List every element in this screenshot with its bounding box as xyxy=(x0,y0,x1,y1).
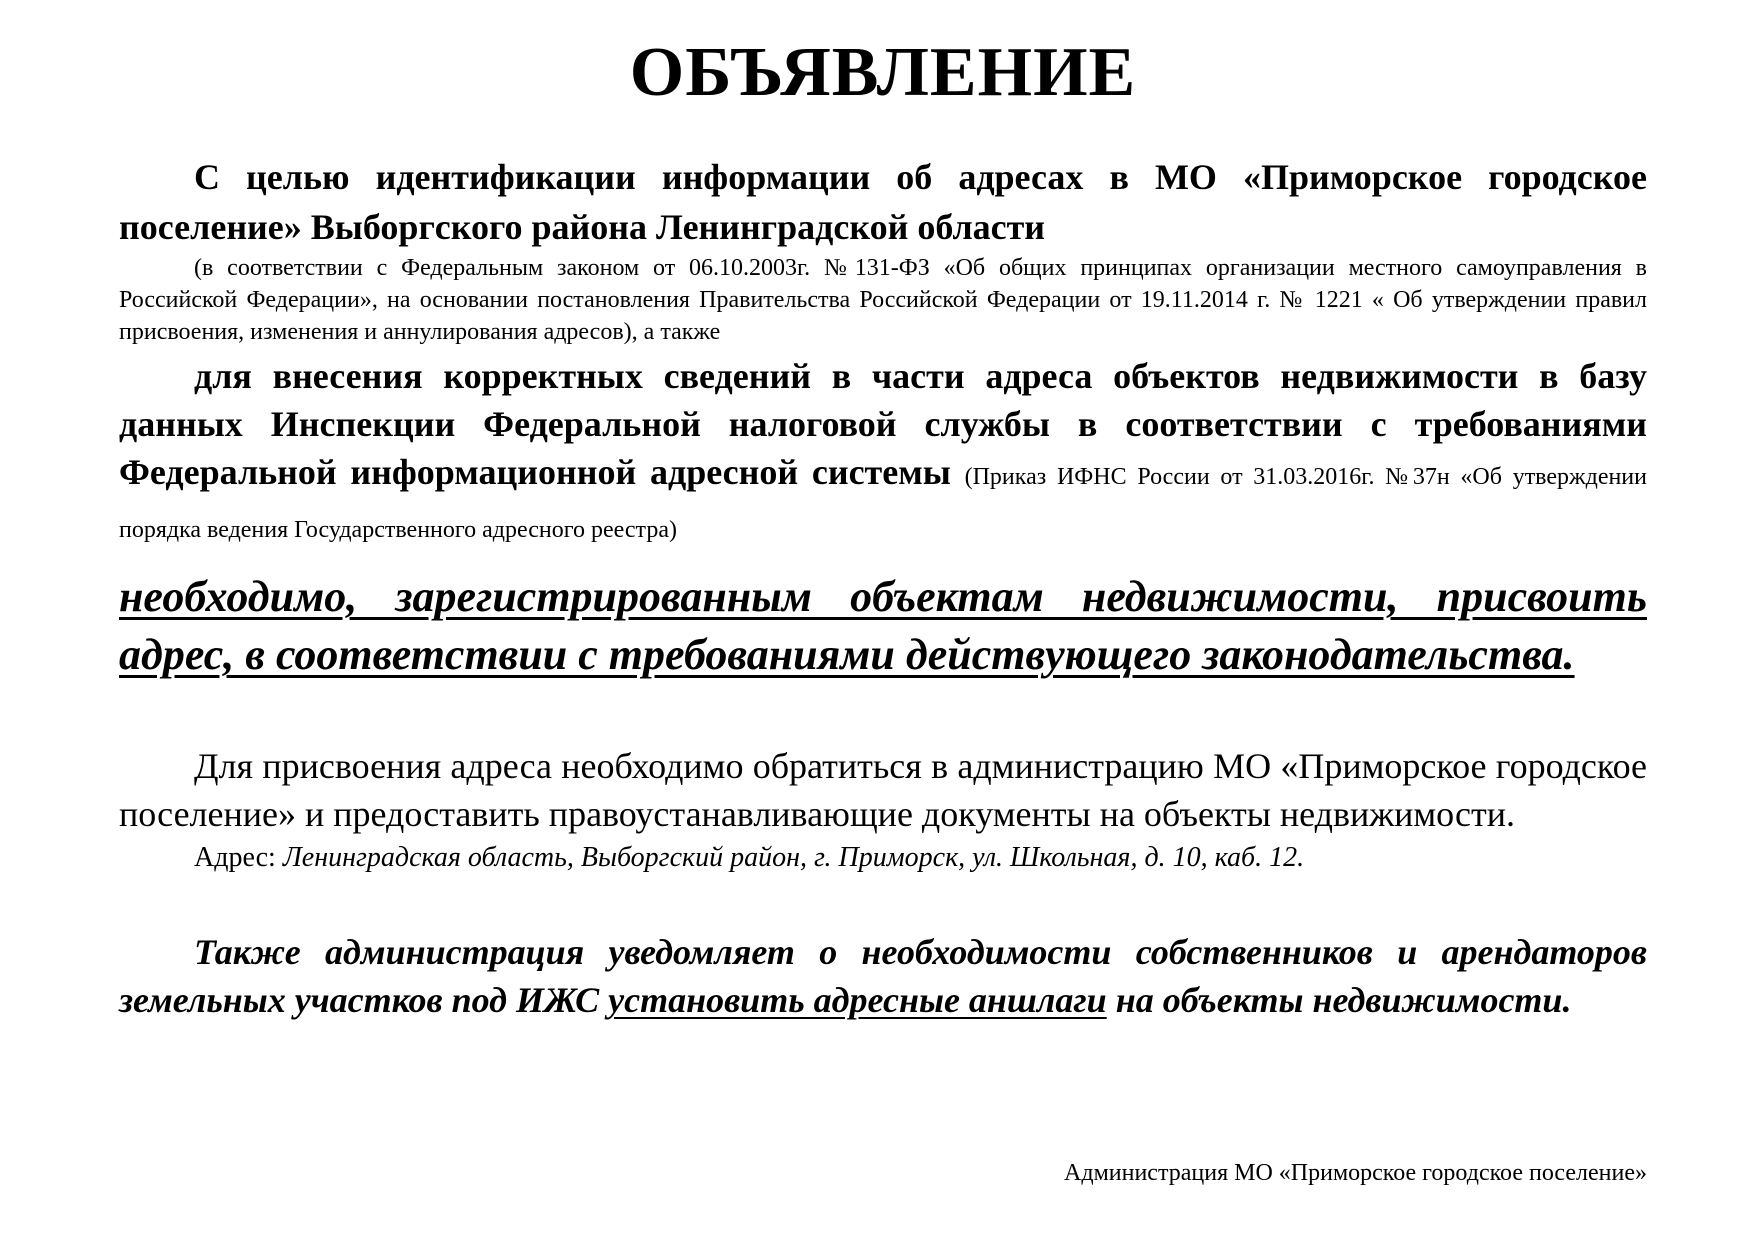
required-action: необходимо, зарегистрированным объектам недвижимости, присвоить адрес, в соответствии с требованиями действующего законодательства. xyxy=(119,572,1647,679)
tax-database-text: для внесения корректных сведений в части адреса объектов недвижимости в базу данных Инспекции Федеральной налоговой службы в соответствии с требованиями Федеральной информационной адресной системы xyxy=(119,356,1647,492)
legal-reference-note: (в соответствии с Федеральным законом от 06.10.2003г. №131-ФЗ «Об общих принципах организации местного самоуправления в Российской Федерации», на основании постановления Правительства Российской Федерации от 19.11.2014 г. № 1221 « Об утверждении правил присвоения, изменения и аннулирования адресов), а также xyxy=(119,255,1647,345)
announcement-page xyxy=(119,28,1647,1024)
order-reference-note: (Приказ ИФНС России от 31.03.2016г. №37н «Об утверждении порядка ведения Государственного адресного реестра) xyxy=(119,464,1647,543)
tax-database-paragraph xyxy=(119,352,1647,554)
notice-text-start: Также администрация уведомляет о необходимости собственников и арендаторов земельных участков под ИЖС xyxy=(119,932,1647,1020)
notice-text-end: на объекты недвижимости. xyxy=(1115,980,1572,1020)
page-title: ОБЪЯВЛЕНИЕ xyxy=(629,34,1137,111)
signature: Администрация МО «Приморское городское поселение» xyxy=(1064,1160,1647,1186)
address-value: Ленинградская область, Выборгский район, г. Приморск, ул. Школьная, д. 10, каб. 12. xyxy=(282,842,1305,873)
signage-notice xyxy=(119,928,1647,1024)
instructions-paragraph: Для присвоения адреса необходимо обратиться в администрацию МО «Приморское городское поселение» и предоставить правоустанавливающие документы на объекты недвижимости. xyxy=(119,746,1647,834)
purpose-paragraph: С целью идентификации информации об адресах в МО «Приморское городское поселение» Выборгского района Ленинградской области xyxy=(119,157,1647,247)
address-line xyxy=(119,838,1647,878)
notice-underlined-text: установить адресные аншлаги xyxy=(608,980,1107,1020)
address-label: Адрес: xyxy=(194,842,276,873)
